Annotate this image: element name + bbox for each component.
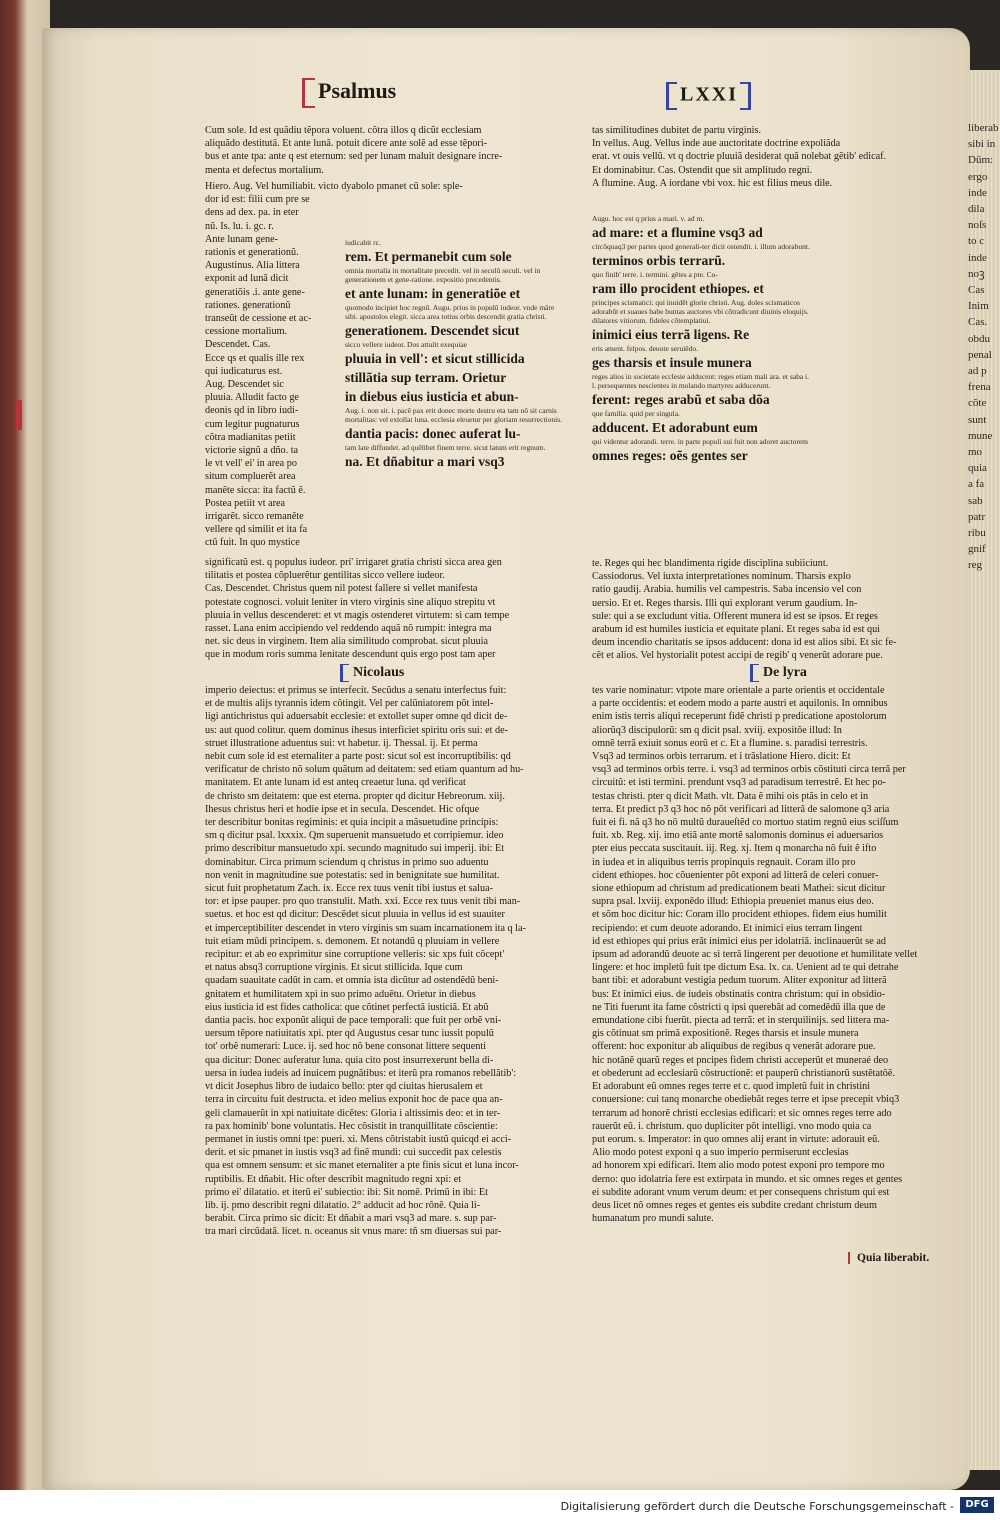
gloss-line: Ecce qs et qualis ille rex	[205, 352, 305, 364]
gloss-line: Cassiodorus. Vel iuxta interpretationes nominum. Tharsis explo	[592, 571, 851, 583]
gloss-line: rationis et generationũ.	[205, 247, 299, 259]
gloss-line: potestate cognosci. voluit leniter in vtero virginis sine aliquo strepitu vt	[205, 596, 496, 608]
gloss-line: bus et ante tpa: ante q est eternum: sed per lunam maluit designare incre-	[205, 151, 503, 163]
folio-number: LXXI	[680, 83, 739, 106]
section-head-nicolaus	[340, 664, 490, 684]
gloss-line: deum incendio charitatis se ipsos adducent: dona id est alios sibi. Et sic fe-	[592, 637, 897, 649]
psalm-text-line: stillãtia sup terram. Orietur	[345, 370, 507, 385]
gloss-line: Augustinus. Alia littera	[205, 260, 300, 272]
running-header-left	[302, 78, 432, 108]
interlinear-gloss: tam late diffundet. ad quẽlibet finem terre. sicut latum erit regnum.	[345, 443, 546, 452]
commentary-line: sicut fuit prophetatum Zach. ix. Ecce rex tuus venit tibi iustus et salua-	[205, 883, 494, 895]
edge-line: noſs	[968, 219, 987, 232]
gloss-line: cẽt et alios. Vel hystorialit potest accipi de regib' q venerũt adorare pue.	[592, 650, 883, 662]
commentary-line: de christo sm deitatem: que est eterna. propter qd dicitur Hebreorum. xiij.	[205, 790, 505, 802]
gloss-line: exponit ad lunã dicit	[205, 273, 289, 285]
commentary-line: ad honorem xpi edificari. Item alio modo potest exponi pro tempore mo	[592, 1160, 885, 1172]
commentary-line: id est ethiopes qui prius erãt inimici eius per idolatriã. inclinauerũt se ad	[592, 935, 886, 947]
commentary-line: terra in circuitu fuit destructa. et ideo melius exponit hoc de pace qua an-	[205, 1094, 503, 1106]
gloss-line: arabum id est humiles iusticia et equitate plani. Et reges saba id est qui	[592, 624, 881, 636]
gloss-line: sule: qui a se excludunt vitia. Offerent munera id est se ipsos. Et reges	[592, 610, 878, 622]
section-head-de-lyra	[750, 664, 870, 684]
commentary-line: pter eius peccata suscitauit. iij. Reg. xj. Item q monarcha nõ fuit ẽ ifto	[592, 843, 877, 855]
gloss-line: Hiero. Aug. Vel humiliabit. victo dyabolo pmanet cũ sole: sple-	[205, 181, 463, 192]
edge-line: ribu	[968, 527, 986, 540]
commentary-line: emundatione cibi fuerũt. piecta ad terrã: et in sterquilinijs. sed littera ma-	[592, 1015, 890, 1027]
commentary-line: et de multis alijs tyrannis idem cõtingit. Vel per calũniatorem põt intel-	[205, 698, 494, 710]
commentary-line: a parte occidentis: et eodem modo a parte austri et aquilonis. In omnibus	[592, 698, 888, 710]
gloss-line: Descendet. Cas.	[205, 339, 271, 351]
section-title: Nicolaus	[353, 665, 405, 681]
psalm-text-line: omnes reges: oẽs gentes ser	[592, 448, 748, 463]
commentary-line: testas christi. pter q dicit Math. vlt. Data ẽ mihi ois ptãs in celo et in	[592, 790, 869, 802]
commentary-line: lib. ij. pmo describit regni dilatatio. 2° adducit ad hoc rõnẽ. Quia li-	[205, 1199, 481, 1211]
commentary-line: ipsum ad adorandũ deuote ac si terrã lingerent per deuotione et humilitate vellet	[592, 949, 918, 961]
gloss-line: pluuia in vellus descenderet: et vt magis ostenderet virtutem: si cam tempe	[205, 609, 510, 621]
right-gloss-top	[592, 124, 964, 200]
commentary-line: Vsq3 ad terminos orbis terrarum. et i trãslatione Hiero. dicit: Et	[592, 751, 851, 763]
gloss-line: cum legitur pugnaturus	[205, 418, 300, 430]
commentary-line: et natus absq3 corruptione virginis. Et sicut stillicida. Ique cum	[205, 962, 463, 974]
psalm-text-line: na. Et dñabitur a mari vsq3	[345, 454, 505, 469]
edge-line: to c	[968, 235, 985, 248]
edge-line: quia	[968, 462, 987, 475]
catchword-text: Quia liberabit.	[857, 1252, 930, 1264]
gloss-line: rasset. Lana enim accipiendo vel reddendo aquã nõ rumpit: integra ma	[205, 623, 492, 635]
commentary-line: sm q dicitur psal. lxxxix. Qm superuenit mansuetudo et corripiemur. ideo	[205, 830, 504, 842]
psalm-text-line: ad mare: et a flumine vsq3 ad	[592, 225, 763, 240]
commentary-line: aliorũq3 discipulorũ: sm q dicit psal. xviij. expositõe illud: In	[592, 724, 842, 736]
commentary-line: qua est omnem sensum: et sic manet eternaliter a pte finis sicut et luna incor-	[205, 1160, 519, 1172]
commentary-line: in iudea et in aliquibus terris propinquis regnauit. Coram illo pro	[592, 856, 856, 868]
edge-line: ergo	[968, 170, 988, 183]
interlinear-gloss: circõquaq3 per partes quod generali-ter dicit ostendit. i. illum adorabunt.	[592, 242, 810, 251]
commentary-line: berabit. Circa primo sic dicit: Et dñabit a mari vsq3 ad mare. s. sup par-	[205, 1213, 497, 1225]
edge-line: noꝫ	[968, 267, 985, 280]
left-commentary-nicolaus	[205, 684, 567, 1269]
interlinear-gloss: que familia. quid per singula.	[592, 409, 680, 418]
commentary-line: ne Titi fuerunt ita fame cõstricti q ipsi querebãt ad comedẽdũ illa que de	[592, 1001, 886, 1013]
commentary-line: non venit in magnitudine sue potestatis: sed in benignitate sue humilitat.	[205, 869, 500, 881]
edge-line: obdu	[968, 332, 990, 345]
commentary-line: et sõm hoc dicitur hic: Coram illo procident ethiopes. fidem eius humilit	[592, 909, 887, 921]
interlinear-gloss: qui videntur adorandi. terre. in parte populi sui fuit non adoret auctorem	[592, 437, 808, 446]
commentary-line: permanet in iustis omni tpe: pueri. xi. Mens cõtristabit iustũ quicqd ei acci-	[205, 1133, 512, 1145]
edge-line: sunt	[968, 413, 987, 426]
commentary-line: deus licet nõ omnes reges et gentes eis subdite credant christum deum	[592, 1199, 877, 1211]
commentary-line: us: aut quod colitur. quem dominus ihesus interficiet spiritu oris sui: et de-	[205, 724, 509, 736]
commentary-line: terra. Et predict p3 q3 hoc nõ põt verificari ad litterã de salomone q3 aria	[592, 803, 890, 815]
commentary-line: struet illustratione aduentus sui: vt habetur. ij. Thessal. ij. Et perma	[205, 737, 478, 749]
gloss-line: A flumine. Aug. A iordane vbi vox. hic est filius meus dile.	[592, 177, 833, 189]
gloss-line: net. sic deus in virginem. Item alia similitudo comprobat. sicut pluuia	[205, 636, 489, 648]
commentary-line: et imperceptibiliter descendet in vtero virginis sm suam incarnationem ita q la-	[205, 922, 526, 934]
commentary-line: omnẽ terrã exiuit sonus eorũ et c. Et a flumine. s. paradisi terrestris.	[592, 737, 868, 749]
commentary-line: conuersione: cui tanq monarche obediebãt reges terre et ipse precepit vbiq3	[592, 1094, 900, 1106]
commentary-line: ter describitur bonitas regiminis: et quia incipit a mãsuetudine principis:	[205, 817, 499, 829]
gloss-line: cessione mortalium.	[205, 326, 288, 338]
psalm-text-line: inimici eius terrã ligens. Re	[592, 327, 750, 342]
interlinear-gloss: quo finib' terre. i. termini. gẽtes a pte. Co-	[592, 270, 718, 279]
commentary-line: recipiendo: et cum deuote adorando. Et inimici eius terram lingent	[592, 922, 863, 934]
commentary-line: tra mari circũdatã. licet. n. oceanus sit vnus mare: tñ sm diuersas sui par-	[205, 1226, 502, 1238]
commentary-line: eius iusticia id est fides catholica: que cõtinet perfectã iusticiã. Et abũ	[205, 1001, 489, 1013]
interlinear-gloss: Aug. i. non sit. i. pacẽ pax erit donec morte destru eta tam nõ sit carnis mortalitas: vel extollat luna. ecclesia eleuetur per gloriam resurrectionis.	[345, 406, 562, 424]
gloss-line: vellere qd similit et ita fa	[205, 524, 308, 536]
gloss-line: manẽte sicca: ita factũ ẽ.	[205, 484, 306, 496]
commentary-line: terrarum ad honorẽ christi ecclesias edificari: et sic omnes reges terre ado	[592, 1107, 892, 1119]
pilcrow-icon	[340, 664, 349, 682]
psalm-text-line: pluuia in vell': et sicut stillicida	[345, 351, 525, 366]
commentary-line: primo describitur mansuetudo xpi. secundo magnitudo sui imperij. ibi: Et	[205, 843, 505, 855]
commentary-line: verificatur de christo nõ solum quãtum ad deitatem: sed etiam quantum ad hu-	[205, 764, 524, 776]
edge-line: Inim	[968, 300, 989, 313]
commentary-line: tes varie nominatur: vtpote mare orientale a parte orientis et occidentale	[592, 685, 885, 696]
commentary-line: et obederunt ad ecclesiarũ cõstructionẽ: et pauperũ christianorũ sustẽtatõẽ.	[592, 1067, 895, 1079]
commentary-line: uersum tẽpore natiuitatis xpi. pter qd Augustus cesar tunc iussit populũ	[205, 1028, 494, 1040]
gloss-line: transeũt de cessione et ac-	[205, 313, 312, 325]
running-header-right	[666, 82, 786, 112]
psalm-text-line: adducent. Et adorabunt eum	[592, 420, 758, 435]
edge-line: patr	[968, 510, 986, 523]
gloss-line: situm compluerẽt area	[205, 471, 296, 483]
commentary-line: Alio modo potest exponi q a suo imperio permiserunt ecclesias	[592, 1147, 849, 1159]
red-bookmark	[16, 400, 22, 430]
commentary-line: gnitatem et humilitatem xpi in suo primo aduẽtu. Orietur in diebus	[205, 988, 476, 1000]
commentary-line: ruptibilis. Et dñabit. Hic ofter describit magnitudo regni xpi: et	[205, 1173, 462, 1185]
edge-line: sab	[968, 494, 983, 507]
gloss-line: qui iudicaturus est.	[205, 365, 283, 377]
psalm-text-line: et ante lunam: in generatiõe et	[345, 286, 521, 301]
commentary-line: quadam suauitate cadũt in cam. et omnia ista dicũtur ad ostendẽdũ beni-	[205, 975, 499, 987]
commentary-line: tuit etiam mũdi principem. s. demonem. Et notandũ q pluuiam in vellere	[205, 935, 500, 947]
edge-line: sibi in	[968, 138, 996, 151]
gloss-line: tas similitudines dubitet de partu virginis.	[592, 125, 762, 136]
gloss-line: aliquãdo destitutã. Et ante lunã. potuit dicere ante solẽ ad esse tẽpori-	[205, 138, 488, 150]
gloss-line: que in modum roris summa lenitate descendunt quis ergo post tam aper	[205, 649, 496, 661]
interlinear-gloss: iudicabit rc.	[345, 238, 381, 247]
commentary-line: cident ethiopes. hoc cõuenienter põt exponi ad litterã de celeri conuer-	[592, 869, 879, 881]
edge-line: ad p	[968, 365, 987, 378]
edge-line: penal	[968, 348, 992, 361]
commentary-line: hic notãnẽ quarũ reges et pncipes fidem christi acceperũt et muneraé deo	[592, 1054, 889, 1066]
psalm-text-line: ges tharsis et insule munera	[592, 355, 752, 370]
gloss-line: generatiõis .i. ante gene-	[205, 286, 305, 298]
gloss-line: irrigarẽt. sicco remanẽte	[205, 511, 304, 523]
commentary-line: Et adorabunt eũ omnes reges terre et c. quod impletũ fuit in christini	[592, 1081, 871, 1093]
gloss-line: menta et defectus mortalium.	[205, 164, 324, 176]
gloss-line: In vellus. Aug. Vellus inde aue auctoritate doctrine expoliãda	[592, 138, 841, 150]
commentary-line: Ihesus christus heri et hodie ipse et in secula. Descendet. Hic ofque	[205, 803, 480, 815]
interlinear-gloss: quomodo incipiet hoc regnũ. Augu. prius in populũ iudeor. vnde mãre sibi. apostolos elegit. sicca area totius orbis descendit gratia christi.	[345, 303, 555, 321]
left-gloss-top	[205, 124, 567, 182]
dfg-logo: DFG	[960, 1497, 994, 1513]
edge-line: dila	[968, 203, 985, 216]
psalm-text-line: ferent: reges arabũ et saba dõa	[592, 392, 770, 407]
psalm-text-line: rem. Et permanebit cum sole	[345, 249, 512, 264]
interlinear-gloss: omnia mortalia in mortalitate precedit. vel in seculũ seculi. vel in generationem et gene-ratione. expositio precedentis.	[345, 266, 541, 284]
footer-credit: Digitalisierung gefördert durch die Deutsche Forschungsgemeinschaft -	[560, 1500, 954, 1513]
catchword	[848, 1252, 929, 1264]
edge-line: cõte	[968, 397, 987, 410]
edge-line: Cas.	[968, 316, 988, 329]
gloss-line: rationes. generationũ	[205, 299, 291, 311]
edge-line: gnif	[968, 543, 986, 556]
commentary-line: vsq3 ad terminos orbis terre. i. vsq3 ad terminos orbis cõstituti circa terrã per	[592, 764, 906, 776]
right-center-biblical-text	[592, 214, 810, 559]
psalm-text-line: ram illo procident ethiopes. et	[592, 281, 764, 296]
pilcrow-icon	[750, 664, 759, 682]
commentary-line: tor: et ipse pauper. pro quo transtulit. Math. xxi. Ecce rex tuus venit tibi man-	[205, 896, 521, 908]
commentary-line: geli clamauerũt in xpi natiuitate dicẽtes: Gloria i altissimis deo: et in ter-	[205, 1107, 501, 1119]
edge-line: inde	[968, 186, 987, 199]
gloss-line: deonis qd in libro iudi-	[205, 405, 299, 417]
edge-line: inde	[968, 251, 987, 264]
edge-line: mune	[968, 429, 993, 442]
edge-line: frena	[968, 381, 991, 394]
commentary-line: rauerũt eũ. i. christum. quo dupliciter põt intelligi. vno modo quia ca	[592, 1120, 872, 1132]
psalm-text-line: dantia pacis: donec auferat lu-	[345, 426, 521, 441]
gloss-line: ctũ fuit. In quo mystice	[205, 537, 300, 549]
interlinear-gloss: sicco vellere iudeor. Dos attulit exequiae	[345, 340, 468, 349]
commentary-line: nebit cum sole id est eternaliter a parte post: sicut sol est incorruptibilis: qd	[205, 751, 511, 763]
commentary-line: suetus. et hoc est qd dicitur: Descẽdet sicut pluuia in vellus id est suauiter	[205, 909, 505, 921]
gloss-line: cõtra madianitas petiit	[205, 431, 296, 443]
blue-bracket-icon	[740, 82, 751, 110]
commentary-line: imperio deiectus: et primus se interfecit. Secũdus a senatu interfectus fuit:	[205, 685, 507, 696]
gloss-line: Cum sole. Id est quãdiu tẽpora voluent. cõtra illos q dicũt ecclesiam	[205, 125, 482, 136]
psalm-text-line: in diebus eius iusticia et abun-	[345, 389, 519, 404]
gloss-line: le vt vell' ei' in area po	[205, 458, 297, 470]
commentary-line: bant tibi: et adorabunt vestigia pedum tuorum. Aliter exponitur ad litterã	[592, 975, 887, 987]
edge-line: Dũm:	[968, 154, 994, 167]
blue-bracket-icon	[666, 82, 677, 110]
commentary-line: vt dicit Josephus libro de iudaico bello: pter qd ciuitas hierusalem et	[205, 1081, 483, 1093]
gloss-line: erat. vt ouis vellũ. vt q doctrie pluuiã desiderat quã nolebat gẽtib' edicaf.	[592, 151, 887, 163]
commentary-line: circuitũ: et isti termini. prendunt vsq3 ad paradisum terrestrẽ. Et hec po-	[592, 777, 886, 789]
interlinear-gloss: Augu. hoc est q prius a mari. v. ad m.	[592, 214, 705, 223]
commentary-line: dominabitur. Circa primum sciendum q christus in primo suo aduentu	[205, 856, 489, 868]
commentary-line: ei subdite adorant vnum verum deum: et per consequens christum qui est	[592, 1186, 890, 1198]
section-title: De lyra	[763, 665, 807, 681]
gloss-line: victorie signũ a dño. ta	[205, 445, 299, 457]
edge-line: reg	[968, 559, 983, 572]
commentary-line: recipitur: et ab eo exprimitur sine corruptione velleris: sic xps fuit cõcept'	[205, 949, 505, 961]
left-gloss-wide	[205, 556, 567, 666]
gloss-line: te. Reges qui hec blandimenta rigide disciplina subiiciunt.	[592, 558, 829, 569]
interlinear-gloss: reges alios in societate ecclesie adducent: reges etiam mali ara. et saba i. l. persequentes nescientes in molando martyres adducerunt.	[592, 372, 809, 390]
gloss-line: Postea petiit vt area	[205, 497, 286, 509]
commentary-line: tot' orbẽ numerari: Luce. ij. sed hoc nõ bene consonat littere sequenti	[205, 1041, 487, 1053]
red-pilcrow-icon	[848, 1252, 855, 1264]
commentary-line: gis cõtinuat sm primã expositionẽ. Reges tharsis et insule munera	[592, 1028, 859, 1040]
commentary-line: dantia pacis. hoc exponũt aliqui de pace temporali: que fuit per orbẽ vni-	[205, 1015, 502, 1027]
edge-line: liberab	[968, 122, 999, 134]
right-commentary-de-lyra	[592, 684, 964, 1249]
gloss-line: dor id est: filii cum pre se	[205, 194, 310, 206]
psalm-text-line: generationem. Descendet sicut	[345, 323, 520, 338]
rubric-bracket-icon	[302, 78, 315, 108]
commentary-line: qua dicitur: Donec auferatur luna. quia cito post insurrexerunt bella di-	[205, 1054, 494, 1066]
commentary-line: enim istis terris aliqui receperunt fidẽ christi p predicatione apostolorum	[592, 711, 887, 723]
commentary-line: ra pax hominib' bone voluntatis. Hec cõsistit in tranquillitate cõscientie:	[205, 1120, 498, 1132]
commentary-line: ligi antichristus qui aduersabit ecclesie: et extollet super omne qd dicit de-	[205, 711, 508, 723]
psalm-text-line: terminos orbis terrarũ.	[592, 253, 726, 268]
commentary-line: sione ethiopum ad christum ad predicationem beati Mathei: sicut dicitur	[592, 883, 886, 895]
next-page-edge-text	[968, 120, 1000, 1020]
center-biblical-text	[345, 238, 567, 558]
edge-line: Cas	[968, 284, 985, 297]
commentary-line: fuit. xb. Reg. xij. imo etiã ante mortẽ salomonis dominus ei aduersarios	[592, 830, 884, 842]
gloss-line: tilitatis et postea cõpluerẽtur gentilitas sicco vellere iudeor.	[205, 570, 445, 582]
gloss-line: pluuia. Alludit facto ge	[205, 392, 299, 404]
commentary-line: derit. et sic pmanet in iustis vsq3 ad finẽ mundi: cui succedit pax celestis	[205, 1147, 502, 1159]
commentary-line: supra psal. lxviij. exponẽdo illud: Ethiopia preueniet manus eius deo.	[592, 896, 874, 908]
commentary-line: uersa in iudea iudeis ad inuicem pugnãtibus: et iterũ pra romanos rebellãtib':	[205, 1067, 517, 1079]
gloss-line: ratio gaudij. Arabia. humilis vel campestris. Saba incensio vel con	[592, 584, 862, 596]
header-title: Psalmus	[318, 78, 397, 104]
gloss-line: dens ad dex. pa. in eter	[205, 207, 299, 219]
right-gloss-mid	[592, 557, 964, 667]
commentary-line: put eorum. s. Imperator: in quo omnes alij erant in virtute: adorauit eũ.	[592, 1133, 880, 1145]
interlinear-gloss: principes scismatici: qui inuidẽt glorie christi. Aug. doles scismaticos adorabũt et suaues babe buntas auctores vbi cõtradicunt diuinis eloquijs. dilatores vitiorum. fideles cõtemplatiui.	[592, 298, 809, 325]
gloss-line: uersio. Et et. Reges tharsis. Illi qui explorant verum gaudium. In-	[592, 597, 858, 609]
edge-line: mo	[968, 446, 983, 459]
commentary-line: primo ei' dilatatio. et iterũ ei' subiectio: ibi: Sit nomẽ. Primũ in ibi: Et	[205, 1186, 488, 1198]
commentary-line: humanatum pro mundi salute.	[592, 1213, 714, 1225]
commentary-line: offerent: hoc exponitur ab aliquibus de regibus q venerãt adorare pue.	[592, 1041, 876, 1053]
commentary-line: fuit ei fi. nã q3 ho nõ multũ duraueſtẽd co mortuo statim regnũ eius sciſſum	[592, 817, 899, 829]
commentary-line: manitatem. Et ante lunam id est anteq creaetur luna. qd verificat	[205, 777, 466, 789]
commentary-line: derno: quo idolatria fere est extirpata in mundo. et sic omnes reges et gentes	[592, 1173, 903, 1185]
commentary-line: bus: Et inimici eius. de iudeis obstinatis contra christum: qui in obsidio-	[592, 988, 886, 1000]
gloss-line: Cas. Descendet. Christus quem nil potest fallere si vellet manifesta	[205, 583, 478, 595]
gloss-line: Aug. Descendet sic	[205, 379, 284, 391]
commentary-line: lingere: et hoc impletũ fuit tpe dictum Esa. lx. ca. Uenient ad te qui detrahe	[592, 962, 899, 974]
gloss-line: nũ. Is. lu. i. gc. r.	[205, 220, 274, 232]
gloss-line: significatũ est. q populus iudeor. pri' irrigaret gratia christi sicca area gen	[205, 557, 502, 568]
gloss-line: Et dominabitur. Cas. Ostendit que sit amplitudo regni.	[592, 164, 813, 176]
interlinear-gloss: eris ament. felpos. deuote seruiẽdo.	[592, 344, 699, 353]
gloss-line: Ante lunam gene-	[205, 233, 278, 245]
edge-line: a fa	[968, 478, 985, 491]
